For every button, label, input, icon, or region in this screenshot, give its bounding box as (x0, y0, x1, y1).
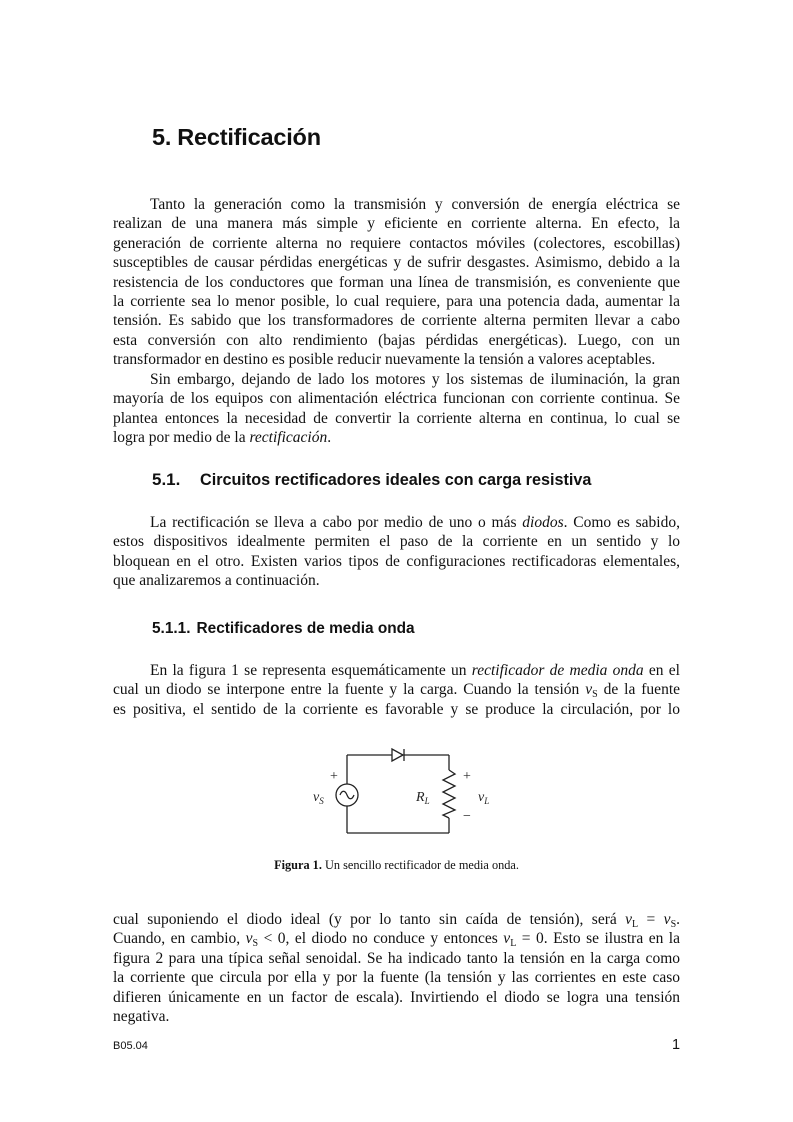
text-line: que analizaremos a continuación. (113, 572, 320, 590)
text-line: resistencia de los conductores que forman una línea de transmisión, es conveniente que (113, 273, 680, 291)
emphasis-diodos: diodos (522, 514, 564, 531)
subsection-number: 5.1.1. (152, 620, 191, 637)
variable-v: v (503, 930, 511, 948)
intro-paragraph-2 (113, 370, 680, 448)
text-line (113, 513, 680, 532)
diode-icon (392, 749, 403, 761)
text-span: cual suponiendo el diodo ideal (y por lo tanto sin caída de tensión), será (113, 911, 626, 928)
load-label: $R_L$ (416, 790, 430, 806)
figure-1-caption (0, 858, 793, 873)
text-line: susceptibles de causar pérdidas energéticas y de sufrir desgastes. Asimismo, debido a la (113, 254, 680, 272)
text-span: . (327, 429, 332, 447)
chapter-title (152, 124, 321, 151)
text-line: estos dispositivos idealmente permiten el paso de la corriente en un sentido y lo (113, 533, 680, 551)
text-span: < 0, el diodo no conduce y entonces (258, 930, 504, 948)
text-span: logra por medio de la (113, 429, 250, 447)
text-span: = 0. Esto se ilustra en la (516, 930, 680, 948)
section-5-1-1-paragraph (113, 661, 680, 719)
text-line: bloquean en el otro. Existen varios tipos de configuraciones rectificadoras elementales, (113, 552, 680, 570)
caption-label: Figura 1. (274, 858, 322, 872)
output-minus-sign: − (463, 809, 471, 824)
subsection-title: Rectificadores de media onda (196, 620, 415, 637)
text-span: Cuando, en cambio, (113, 930, 246, 948)
text-span: cual un diodo se interpone entre la fuente y la carga. Cuando la tensión (113, 681, 586, 699)
text-line (113, 929, 680, 948)
text-span: En la figura 1 se representa esquemáticamente un (150, 662, 472, 679)
variable-v: v (245, 930, 253, 948)
text-line (113, 910, 680, 929)
text-span: = (638, 911, 664, 928)
text-line: la corriente que circula por ella y por la fuente (la tensión y las corrientes en este caso (113, 969, 680, 987)
section-heading-5-1 (152, 470, 591, 490)
text-span: . (676, 911, 680, 928)
figure-1-circuit (300, 735, 500, 845)
text-line: mayoría de los equipos con alimentación eléctrica funcionan con corriente continua. Se (113, 390, 680, 408)
emphasis-rectificador-media-onda: rectificador de media onda (471, 662, 644, 679)
text-line: transformador en destino es posible reducir nuevamente la tensión a valores aceptables. (113, 351, 656, 369)
text-line: plantea entonces la necesidad de convertir la corriente alterna en continua, lo cual se (113, 409, 680, 427)
continuation-paragraph (113, 910, 680, 1026)
text-span: de la fuente (597, 681, 680, 699)
chapter-title-text: Rectificación (177, 124, 321, 150)
variable-v: v (663, 911, 671, 928)
text-line (113, 661, 680, 680)
variable-v: v (585, 681, 593, 699)
text-line: Tanto la generación como la transmisión y conversión de energía eléctrica se (150, 196, 680, 213)
source-label: $v_S$ (313, 790, 324, 806)
text-line: es positiva, el sentido de la corriente es favorable y se produce la circulación, por lo (113, 700, 680, 718)
section-5-1-paragraph (113, 513, 680, 591)
subscript: S (670, 919, 677, 930)
text-line (113, 680, 680, 699)
section-title: Circuitos rectificadores ideales con carga resistiva (200, 471, 592, 489)
chapter-number: 5. (152, 124, 172, 150)
text-line: esta conversión con alto rendimiento (bajas pérdidas energéticas). Luego, con un (113, 331, 680, 349)
subscript: S (592, 689, 598, 701)
text-span: . Como es sabido, (563, 514, 680, 531)
text-line: figura 2 para una típica señal senoidal. Se ha indicado tanto la tensión en la carga como (113, 949, 680, 967)
variable-v: v (625, 911, 633, 928)
text-line: realizan de una manera más simple y eficiente en corriente alterna. En efecto, la (113, 215, 680, 233)
text-span: en el (643, 662, 680, 679)
text-line (113, 428, 680, 447)
caption-text: Un sencillo rectificador de media onda. (321, 858, 519, 872)
source-plus-sign: + (330, 769, 338, 784)
output-label: $v_L$ (478, 790, 490, 806)
section-number: 5.1. (152, 470, 181, 489)
half-wave-rectifier-diagram (300, 735, 500, 845)
footer-page-number: 1 (672, 1037, 681, 1053)
output-plus-sign: + (463, 769, 471, 784)
subsection-heading-5-1-1 (152, 620, 415, 638)
text-span: La rectificación se lleva a cabo por medio de uno o más (150, 514, 523, 531)
text-line: negativa. (113, 1008, 170, 1026)
text-line: la corriente sea lo menor posible, lo cual requiere, para una potencia dada, aumentar la (113, 293, 680, 311)
subscript: S (252, 938, 259, 950)
sine-wave-icon (340, 791, 354, 799)
subscript: L (632, 919, 639, 930)
footer-doc-code: B05.04 (113, 1040, 148, 1052)
subscript: L (510, 938, 517, 950)
text-line: difieren únicamente en un factor de escala). Invirtiendo el diodo se logra una tensión (113, 988, 680, 1006)
text-line: tensión. Es sabido que los transformadores de corriente alterna permiten llevar a cabo (113, 312, 680, 330)
emphasis-rectificacion: rectificación (249, 429, 328, 447)
text-line: generación de corriente alterna no requiere contactos móviles (colectores, escobillas) (113, 234, 680, 252)
intro-paragraph-1 (113, 195, 680, 370)
text-line: Sin embargo, dejando de lado los motores y los sistemas de iluminación, la gran (150, 371, 680, 388)
resistor-icon (443, 770, 455, 818)
